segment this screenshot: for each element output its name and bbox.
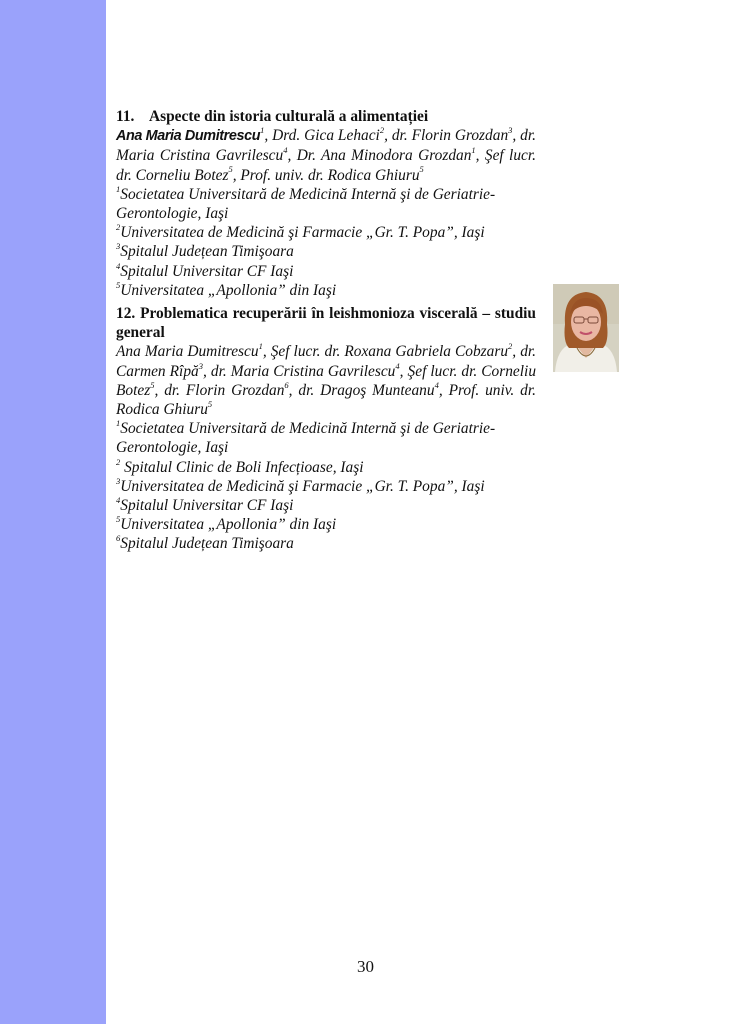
affiliation-line (116, 534, 536, 553)
affiliation-text: Spitalul Universitar CF Iaşi (120, 262, 294, 280)
section-12-heading (116, 304, 536, 342)
author-affiliation-marker: 5 (207, 398, 213, 409)
section-11-number: 11. (116, 108, 135, 125)
author-name: Drd. Gica Lehaci (272, 127, 380, 145)
author-name: dr. Dragoş Munteanu (298, 381, 435, 399)
author-name: Ana Maria Dumitrescu (116, 343, 259, 361)
author-name: Şef lucr. dr. Corneliu Botez (116, 147, 536, 184)
section-12-number: 12. (116, 305, 136, 323)
affiliation-marker: 3 (116, 475, 121, 486)
affiliation-line (116, 242, 536, 261)
affiliation-line (116, 223, 536, 242)
author-affiliation-marker: 3 (198, 360, 203, 371)
affiliation-marker: 1 (116, 183, 121, 194)
affiliation-marker: 1 (116, 418, 121, 429)
affiliation-text: Societatea Universitară de Medicină Internă şi de Geriatrie-Gerontologie, Iaşi (116, 420, 496, 457)
author-name: dr. Florin Grozdan (391, 127, 509, 145)
author-name: Şef lucr. dr. Corneliu Botez (116, 362, 537, 399)
author-affiliation-marker: 1 (471, 145, 476, 156)
section-12 (116, 304, 536, 554)
section-11 (116, 107, 536, 300)
author-affiliation-marker: 1 (258, 341, 263, 352)
section-11-title: Aspecte din istoria culturală a alimentației (149, 108, 429, 125)
affiliation-text: Universitatea de Medicină şi Farmacie „Gr. T. Popa”, Iaşi (120, 477, 485, 495)
author-affiliation-marker: 4 (434, 379, 439, 390)
affiliation-text: Universitatea de Medicină şi Farmacie „Gr. T. Popa”, Iaşi (120, 224, 485, 242)
affiliation-marker: 5 (116, 514, 121, 525)
affiliation-marker: 3 (116, 241, 121, 252)
affiliation-marker: 4 (116, 494, 121, 505)
affiliation-marker: 2 (116, 456, 121, 467)
affiliation-marker: 4 (116, 260, 121, 271)
author-name: dr. Carmen Rîpă (116, 343, 537, 380)
author-photo (553, 284, 619, 372)
author-affiliation-marker: 4 (395, 360, 400, 371)
author-name: dr. Maria Cristina Gavrilescu (116, 127, 536, 165)
affiliation-line (116, 496, 536, 515)
affiliation-text: Spitalul Universitar CF Iaşi (120, 497, 294, 515)
author-name: Şef lucr. dr. Roxana Gabriela Cobzaru (270, 343, 509, 361)
affiliation-marker: 2 (116, 222, 121, 233)
author-affiliation-marker: 6 (284, 379, 289, 390)
author-name: dr. Florin Grozdan (164, 381, 285, 399)
side-color-band (0, 0, 106, 1024)
author-name: Prof. univ. dr. Rodica Ghiuru (240, 166, 420, 184)
section-12-title: Problematica recuperării în leishmonioza viscerală – studiu general (116, 305, 536, 342)
section-12-authors: Ana Maria Dumitrescu$^1$, Şef lucr. dr. Roxana Gabriela Cobzaru$^2$, dr. Carmen Rîpă$^3$, dr. Maria Cristina Gavrilescu$^4$, Şef lucr. dr. Corneliu Botez$^5$, dr. Florin Grozdan$^6$, dr. Dragoş Munteanu$^4$, Prof. univ. dr. Rodica Ghiuru$^5$ (116, 341, 537, 419)
author-affiliation-marker: 5 (419, 164, 424, 175)
affiliation-line (116, 262, 536, 281)
affiliation-marker: 6 (116, 533, 121, 544)
section-11-affiliations (116, 185, 536, 300)
affiliation-line (116, 419, 536, 457)
author-affiliation-marker: 1 (260, 125, 265, 136)
section-11-heading (116, 107, 536, 126)
author-affiliation-marker: 2 (508, 341, 513, 352)
affiliation-text: Spitalul Județean Timişoara (120, 535, 294, 553)
author-name: Dr. Ana Minodora Grozdan (296, 147, 472, 165)
section-12-affiliations (116, 419, 536, 553)
affiliation-line (116, 281, 536, 300)
affiliation-text: Universitatea „Apollonia” din Iaşi (120, 281, 337, 299)
affiliation-text: Spitalul Județean Timişoara (120, 243, 294, 261)
author-name: dr. Maria Cristina Gavrilescu (210, 362, 396, 380)
main-content (116, 107, 536, 554)
affiliation-marker: 5 (116, 279, 121, 290)
affiliation-text: Societatea Universitară de Medicină Internă şi de Geriatrie-Gerontologie, Iaşi (116, 185, 496, 223)
author-affiliation-marker: 5 (228, 164, 233, 175)
affiliation-text: Universitatea „Apollonia” din Iaşi (120, 516, 337, 534)
affiliation-line (116, 185, 536, 223)
author-affiliation-marker: 4 (283, 145, 288, 156)
author-portrait-image (553, 284, 619, 372)
author-affiliation-marker: 5 (150, 379, 155, 390)
affiliation-line (116, 477, 536, 496)
author-name: Prof. univ. dr. Rodica Ghiuru (116, 381, 536, 419)
author-name: Ana Maria Dumitrescu (116, 128, 261, 145)
affiliation-line (116, 515, 536, 534)
affiliation-line (116, 458, 536, 477)
author-affiliation-marker: 3 (508, 125, 513, 136)
author-affiliation-marker: 2 (379, 125, 385, 136)
affiliation-text: Spitalul Clinic de Boli Infecțioase, Iaşi (120, 458, 364, 476)
section-11-authors: Ana Maria Dumitrescu$^1$, Drd. Gica Lehaci$^2$, dr. Florin Grozdan$^3$, dr. Maria Cristina Gavrilescu$^4$, Dr. Ana Minodora Grozdan$^1$, Şef lucr. dr. Corneliu Botez$^5$, Prof. univ. dr. Rodica Ghiuru$^5$ (116, 125, 536, 184)
page-number: 30 (357, 957, 374, 976)
